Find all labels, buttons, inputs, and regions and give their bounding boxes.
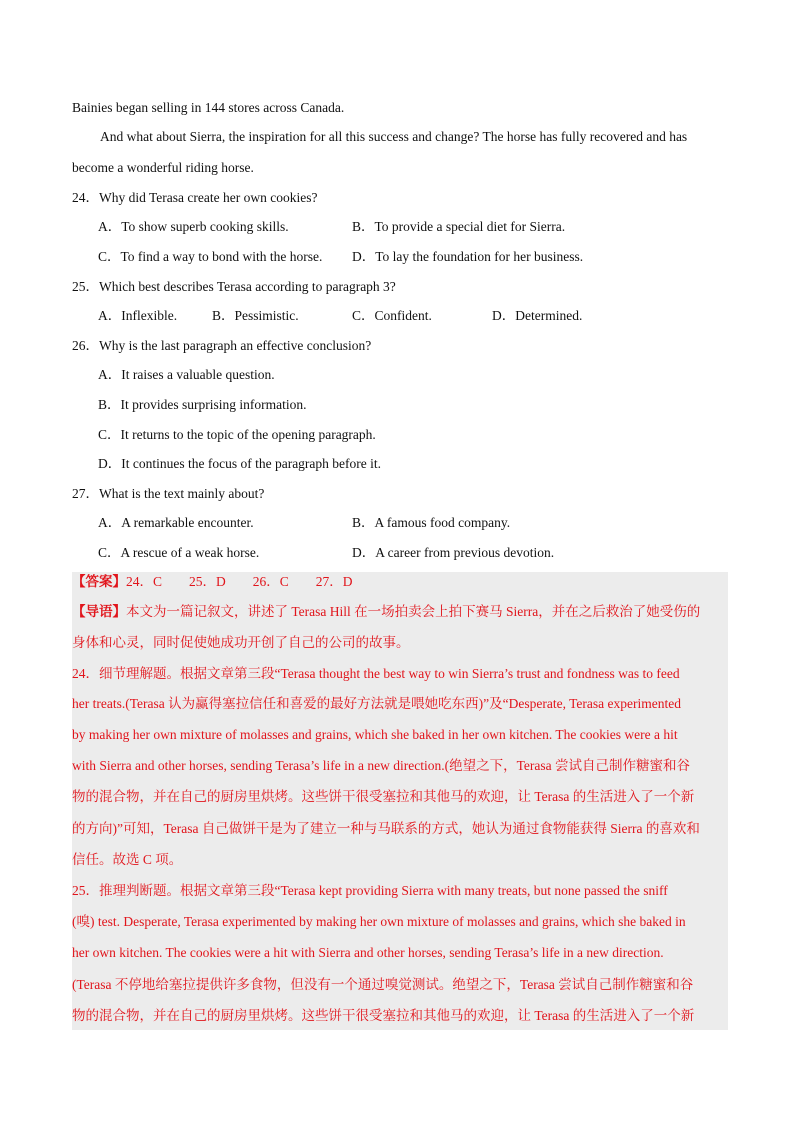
answer-key-line xyxy=(72,573,353,591)
passage-paragraph-line: And what about Sierra, the inspiration for all this success and change? The horse has fully recovered and has xyxy=(100,129,688,144)
guide-line: 身体和心灵，同时促使她成功开创了自己的公司的故事。 xyxy=(72,635,410,650)
guide-text: 本文为一篇记叙文，讲述了 Terasa Hill 在一场拍卖会上拍下赛马 Sierra，并在之后救治了她受伤的 xyxy=(126,604,701,619)
question-24-option-c: C．To find a way to bond with the horse. xyxy=(98,249,323,264)
explanation-24-line: with Sierra and other horses, sending Terasa’s life in a new direction.(绝望之下，Terasa 尝试自己制作糖蜜和谷 xyxy=(72,758,690,773)
guide-line xyxy=(72,603,700,621)
question-27-stem: 27．What is the text mainly about? xyxy=(72,486,265,501)
explanation-24-line: by making her own mixture of molasses and grains, which she baked in her own kitchen. The cookies were a hit xyxy=(72,727,678,742)
explanation-25-line: (嗅) test. Desperate, Terasa experimented by making her own mixture of molasses and grains, which she baked in xyxy=(72,914,686,929)
question-27-option-d: D．A career from previous devotion. xyxy=(352,545,555,560)
explanation-24-line: 信任。故选 C 项。 xyxy=(72,852,183,867)
explanation-24-line: 24．细节理解题。根据文章第三段“Terasa thought the best way to win Sierra’s trust and fondness was to feed xyxy=(72,666,680,681)
explanation-25-line: 物的混合物，并在自己的厨房里烘烤。这些饼干很受塞拉和其他马的欢迎，让 Terasa 的生活进入了一个新 xyxy=(72,1008,695,1023)
question-27-option-a: A．A remarkable encounter. xyxy=(98,515,254,530)
question-25-option-b: B．Pessimistic. xyxy=(212,308,299,323)
question-27-option-c: C．A rescue of a weak horse. xyxy=(98,545,260,560)
question-24-stem: 24．Why did Terasa create her own cookies? xyxy=(72,190,318,205)
passage-line: Bainies began selling in 144 stores across Canada. xyxy=(72,100,345,115)
explanation-24-line: her treats.(Terasa 认为赢得塞拉信任和喜爱的最好方法就是喂她吃东西)”及“Desperate, Terasa experimented xyxy=(72,696,681,711)
question-27-option-b: B．A famous food company. xyxy=(352,515,511,530)
question-24-option-b: B．To provide a special diet for Sierra. xyxy=(352,219,566,234)
question-26-option-d: D．It continues the focus of the paragraph before it. xyxy=(98,456,382,471)
explanation-24-line: 的方向)”可知，Terasa 自己做饼干是为了建立一种与马联系的方式，她认为通过食物能获得 Sierra 的喜欢和 xyxy=(72,821,700,836)
answer-key-values: 24．C 25．D 26．C 27．D xyxy=(126,574,353,589)
explanation-24-line: 物的混合物，并在自己的厨房里烘烤。这些饼干很受塞拉和其他马的欢迎，让 Terasa 的生活进入了一个新 xyxy=(72,789,695,804)
guide-label: 【导语】 xyxy=(72,604,126,619)
question-26-option-c: C．It returns to the topic of the opening paragraph. xyxy=(98,427,376,442)
question-26-stem: 26．Why is the last paragraph an effective conclusion? xyxy=(72,338,372,353)
explanation-25-line: her own kitchen. The cookies were a hit with Sierra and other horses, sending Terasa’s life in a new direction. xyxy=(72,945,664,960)
question-25-option-d: D．Determined. xyxy=(492,308,583,323)
question-24-option-d: D．To lay the foundation for her business. xyxy=(352,249,584,264)
question-24-option-a: A．To show superb cooking skills. xyxy=(98,219,289,234)
question-26-option-b: B．It provides surprising information. xyxy=(98,397,307,412)
explanation-25-line: (Terasa 不停地给塞拉提供许多食物，但没有一个通过嗅觉测试。绝望之下，Terasa 尝试自己制作糖蜜和谷 xyxy=(72,977,694,992)
question-26-option-a: A．It raises a valuable question. xyxy=(98,367,275,382)
question-25-stem: 25．Which best describes Terasa according to paragraph 3? xyxy=(72,279,396,294)
explanation-25-line: 25．推理判断题。根据文章第三段“Terasa kept providing Sierra with many treats, but none passed the sniff xyxy=(72,883,668,898)
answer-key-label: 【答案】 xyxy=(72,574,126,589)
question-25-option-a: A．Inflexible. xyxy=(98,308,178,323)
passage-paragraph-line: become a wonderful riding horse. xyxy=(72,160,254,175)
question-25-option-c: C．Confident. xyxy=(352,308,432,323)
